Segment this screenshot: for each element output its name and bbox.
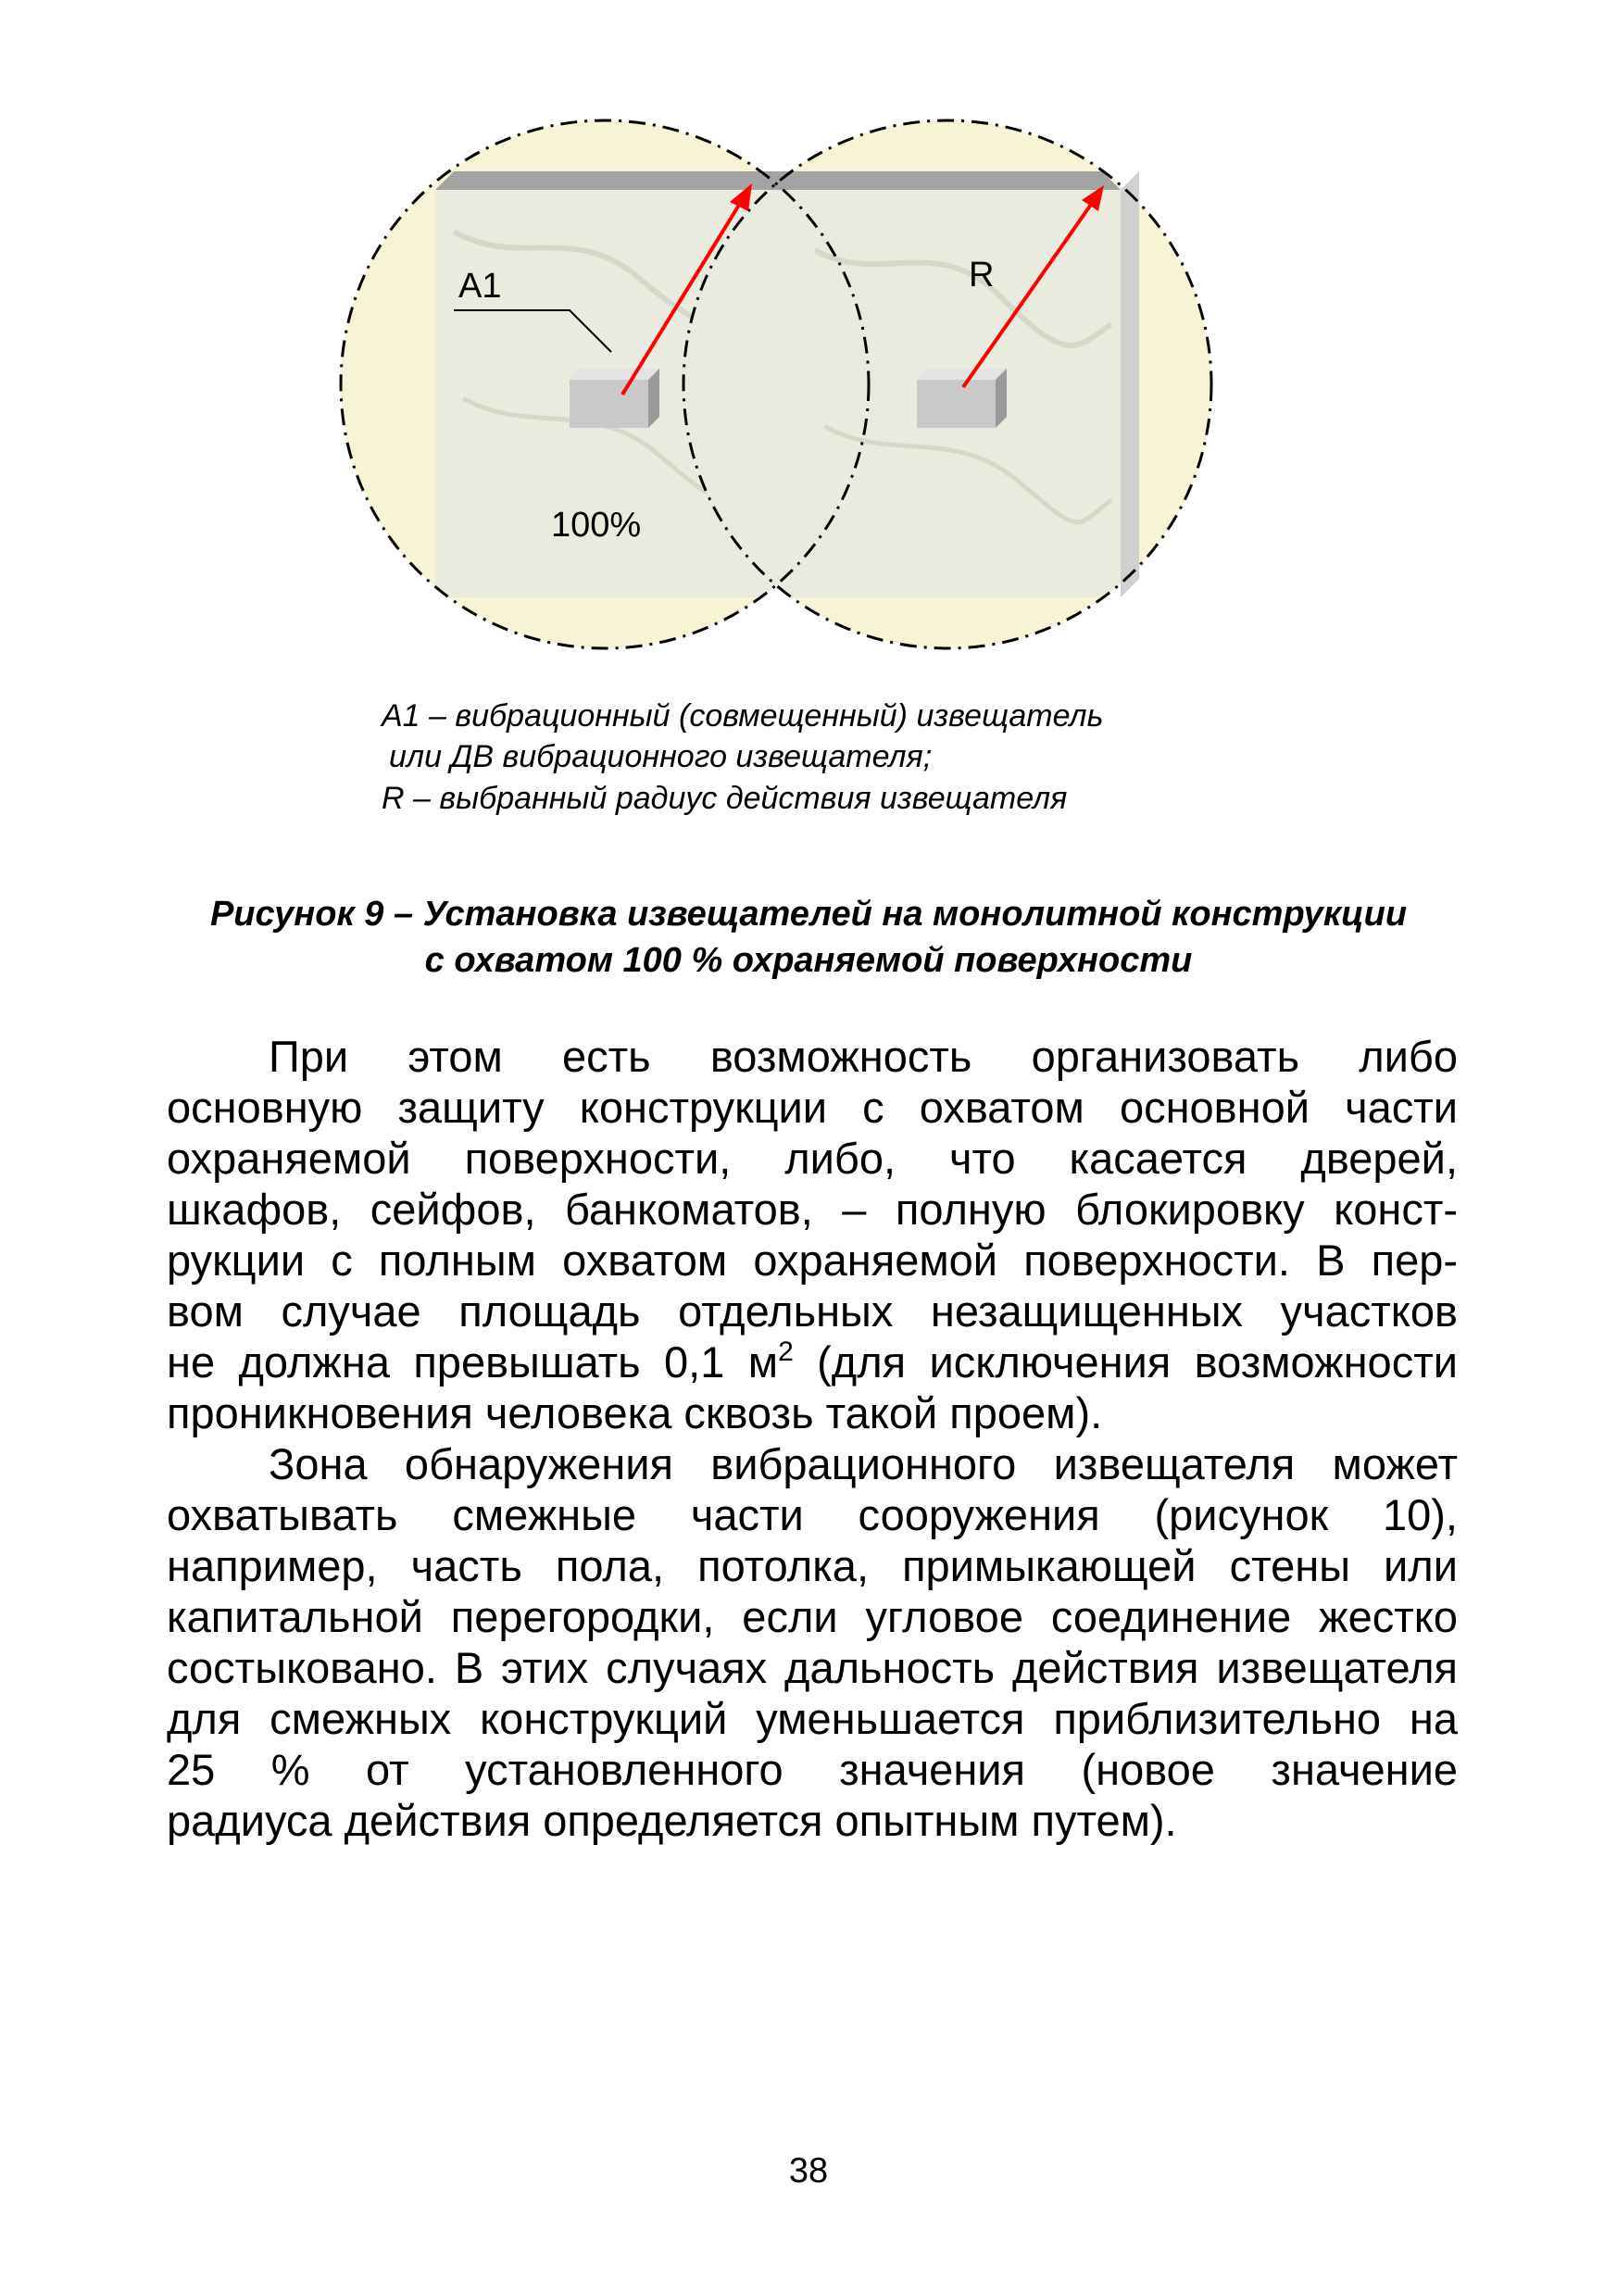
figure-drawing	[333, 120, 1241, 667]
paragraph-line: охватывать смежные части сооружения (рисунок 10),	[167, 1490, 1458, 1539]
text-fragment: (для исключения возможности	[793, 1337, 1458, 1386]
paragraph-line: охраняемой поверхности, либо, что касается дверей,	[167, 1134, 1458, 1183]
sensor-second	[917, 369, 1007, 428]
figure-legend-line: А1 – вибрационный (совмещенный) извещатель	[382, 698, 1104, 734]
paragraph-line: капитальной перегородки, если угловое соединение жестко	[167, 1592, 1458, 1641]
label-a1: А1	[458, 267, 502, 306]
figure-caption: с охватом 100 % охраняемой поверхности	[424, 941, 1193, 980]
figure-caption: Рисунок 9 – Установка извещателей на монолитной конструкции	[209, 895, 1408, 934]
paragraph-line: рукции с полным охватом охраняемой поверхности. В пер-	[167, 1236, 1458, 1285]
paragraph-line: При этом есть возможность организовать либо	[269, 1032, 1458, 1081]
superscript: 2	[778, 1336, 794, 1367]
sensor-a1	[570, 369, 659, 428]
label-radius: R	[969, 256, 995, 295]
sensor-coverage-figure	[333, 120, 1241, 667]
text-fragment: не должна превышать 0,1 м	[167, 1337, 779, 1386]
paragraph-line: основную защиту конструкции с охватом основной части	[167, 1083, 1458, 1132]
wall-top-edge	[435, 171, 1121, 190]
figure-legend-line: R – выбранный радиус действия извещателя	[382, 781, 1068, 816]
paragraph-line: шкафов, сейфов, банкоматов, – полную блокировку конст-	[167, 1185, 1458, 1234]
paragraph-line: для смежных конструкций уменьшается приблизительно на	[167, 1694, 1458, 1743]
paragraph-line: состыковано. В этих случаях дальность действия извещателя	[167, 1643, 1458, 1692]
paragraph-line: проникновения человека сквозь такой проем).	[167, 1388, 1103, 1437]
label-coverage-percent: 100%	[551, 506, 642, 545]
figure-legend-line: или ДВ вибрационного извещателя;	[389, 739, 933, 774]
page-number: 38	[788, 2152, 829, 2190]
paragraph-line: 25 % от установленного значения (новое значение	[167, 1745, 1458, 1794]
paragraph-line: например, часть пола, потолка, примыкающей стены или	[167, 1541, 1458, 1590]
paragraph-line: Зона обнаружения вибрационного извещателя может	[269, 1439, 1458, 1488]
paragraph-line: вом случае площадь отдельных незащищенных участков	[167, 1286, 1458, 1336]
wall-right-edge	[1121, 171, 1139, 597]
paragraph-line: радиуса действия определяется опытным путем).	[167, 1796, 1177, 1845]
paragraph-line	[167, 1336, 1458, 1386]
